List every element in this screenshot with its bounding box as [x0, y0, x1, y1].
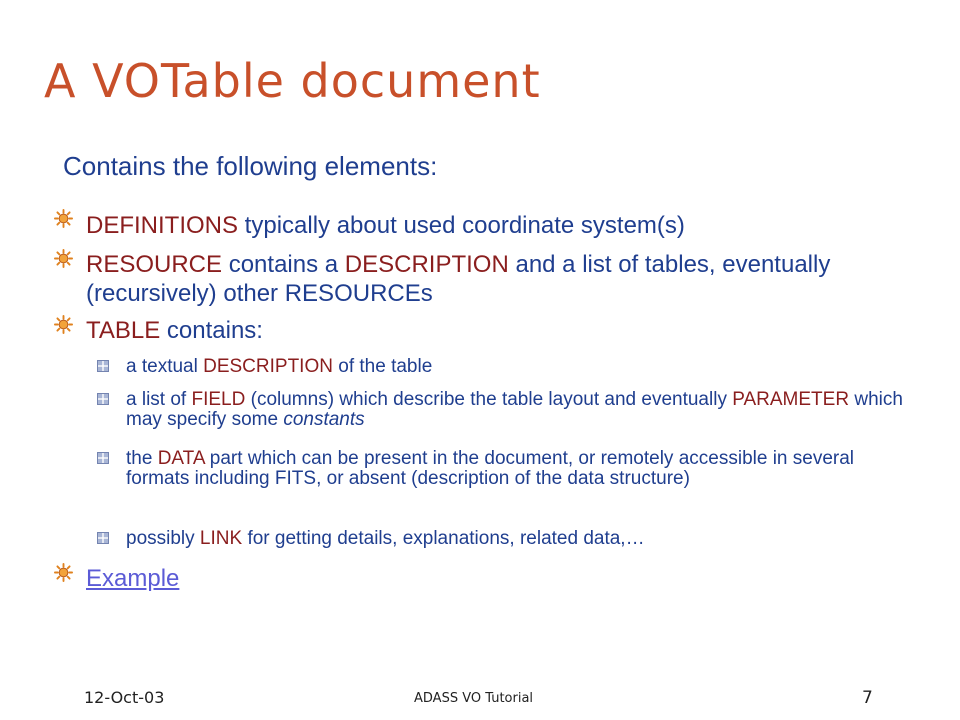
subbullet-link [126, 529, 916, 549]
bullet-text: typically about used coordinate system(s) [238, 212, 685, 239]
bullet-example [86, 563, 946, 594]
subbullet-text: a textual [126, 356, 204, 377]
keyword-parameter: PARAMETER [732, 389, 850, 410]
subbullet-italic-text: constants [283, 409, 365, 430]
sun-bullet-icon [54, 209, 73, 228]
keyword-data: DATA [157, 448, 205, 469]
slide-number: 7 [862, 688, 873, 708]
subbullet-text: a list of [126, 389, 192, 410]
square-bullet-icon [97, 452, 109, 464]
footer-date: 12-Oct-03 [84, 688, 165, 707]
keyword-resource: RESOURCE [86, 251, 223, 278]
subbullet-text: for getting details, explanations, related data,… [242, 528, 645, 549]
bullet-definitions [86, 210, 946, 241]
subbullet-text: part which can be present in the document, or remotely accessible in several formats including FITS, or absent (description of the data structure) [126, 448, 855, 489]
square-bullet-icon [97, 360, 109, 372]
subbullet-field [126, 390, 916, 430]
intro-text: Contains the following elements: [63, 151, 438, 181]
example-link[interactable]: Example [86, 565, 180, 592]
subbullet-description [126, 357, 916, 377]
keyword-table: TABLE [86, 317, 161, 344]
footer-title: ADASS VO Tutorial [414, 691, 534, 706]
subbullet-text: which may specify some [126, 389, 903, 430]
keyword-description: DESCRIPTION [203, 356, 333, 377]
square-bullet-icon [97, 532, 109, 544]
bullet-text: contains a [222, 251, 345, 278]
bullet-table [86, 315, 946, 346]
bullet-text: and a list of tables, eventually (recursively) other RESOURCEs [86, 251, 831, 307]
keyword-field: FIELD [191, 389, 246, 410]
square-bullet-icon [97, 393, 109, 405]
keyword-definitions: DEFINITIONS [86, 212, 239, 239]
sun-bullet-icon [54, 315, 73, 334]
subbullet-text: the [126, 448, 158, 469]
subbullet-text: possibly [126, 528, 200, 549]
keyword-link: LINK [199, 528, 243, 549]
slide-title: A VOTable document [44, 54, 541, 108]
keyword-description: DESCRIPTION [344, 251, 509, 278]
bullet-text: contains: [160, 317, 263, 344]
subbullet-text: of the table [332, 356, 433, 377]
sun-bullet-icon [54, 563, 73, 582]
bullet-resource [86, 250, 946, 308]
sun-bullet-icon [54, 249, 73, 268]
subbullet-data [126, 449, 916, 489]
subbullet-text: (columns) which describe the table layout and eventually [245, 389, 733, 410]
